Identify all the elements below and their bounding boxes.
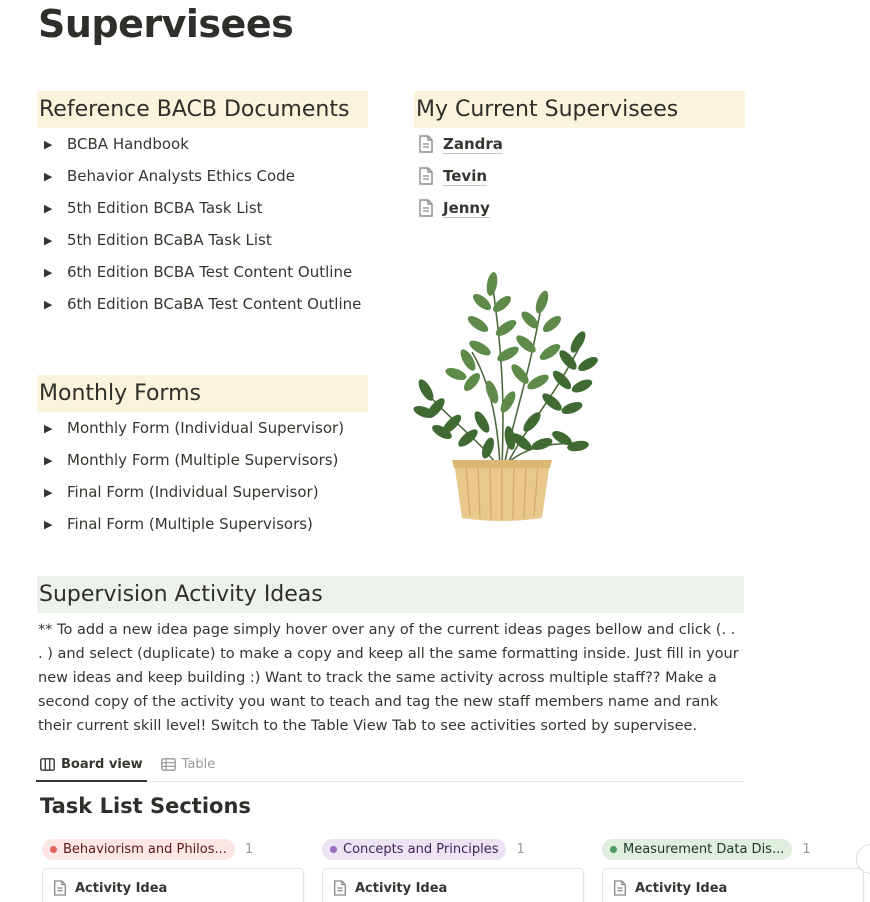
board-card[interactable]: [42, 868, 304, 902]
triangle-right-icon[interactable]: ▶: [44, 137, 53, 151]
tab-board-label: Board view: [61, 756, 143, 772]
tab-board-view[interactable]: [36, 748, 147, 782]
toggle-label: Behavior Analysts Ethics Code: [67, 167, 295, 185]
supervisee-name[interactable]: Jenny: [443, 198, 490, 217]
triangle-right-icon[interactable]: ▶: [44, 233, 53, 247]
supervisee-link-zandra[interactable]: [418, 128, 503, 160]
triangle-right-icon[interactable]: ▶: [44, 265, 53, 279]
card-title: Activity Idea: [635, 880, 728, 896]
toggle-5th-bcba-task-list[interactable]: [44, 192, 361, 224]
page-icon: [53, 880, 67, 896]
page-icon: [333, 880, 347, 896]
group-pill[interactable]: [42, 839, 235, 860]
supervisee-name[interactable]: Zandra: [443, 134, 503, 153]
triangle-right-icon[interactable]: ▶: [44, 517, 53, 531]
board-view-icon: [40, 758, 55, 771]
supervisees-list: [418, 128, 503, 224]
page-icon: [418, 167, 443, 185]
board-group: [322, 838, 584, 902]
page-icon: [418, 199, 443, 217]
toggle-label: Monthly Form (Individual Supervisor): [67, 419, 345, 437]
toggle-5th-bcaba-task-list[interactable]: [44, 224, 361, 256]
toggle-label: Final Form (Multiple Supervisors): [67, 515, 313, 533]
card-title: Activity Idea: [75, 880, 168, 896]
monthly-forms-heading: Monthly Forms: [37, 375, 368, 412]
group-label: Concepts and Principles: [343, 841, 499, 857]
triangle-right-icon[interactable]: ▶: [44, 297, 53, 311]
group-label: Measurement Data Dis...: [623, 841, 785, 857]
view-tabs: [36, 748, 744, 782]
group-count: 1: [516, 841, 525, 857]
plant-illustration: [412, 262, 602, 524]
group-pill[interactable]: [322, 839, 506, 860]
triangle-right-icon[interactable]: ▶: [44, 453, 53, 467]
board-title: Task List Sections: [40, 794, 251, 818]
board-group: [42, 838, 304, 902]
toggle-label: BCBA Handbook: [67, 135, 189, 153]
toggle-6th-bcaba-outline[interactable]: [44, 288, 361, 320]
monthly-forms-list: [44, 412, 344, 540]
toggle-label: Monthly Form (Multiple Supervisors): [67, 451, 339, 469]
toggle-bcba-handbook[interactable]: [44, 128, 361, 160]
card-title: Activity Idea: [355, 880, 448, 896]
group-pill[interactable]: [602, 839, 792, 860]
group-label: Behaviorism and Philos...: [63, 841, 227, 857]
triangle-right-icon[interactable]: ▶: [44, 201, 53, 215]
supervisee-name[interactable]: Tevin: [443, 166, 488, 185]
reference-list: [44, 128, 361, 320]
activity-ideas-heading: Supervision Activity Ideas: [37, 576, 744, 613]
toggle-label: Final Form (Individual Supervisor): [67, 483, 319, 501]
toggle-label: 6th Edition BCaBA Test Content Outline: [67, 295, 362, 313]
triangle-right-icon[interactable]: ▶: [44, 169, 53, 183]
toggle-6th-bcba-outline[interactable]: [44, 256, 361, 288]
reference-heading: Reference BACB Documents: [37, 91, 368, 128]
table-view-icon: [161, 758, 176, 771]
toggle-ethics-code[interactable]: [44, 160, 361, 192]
supervisees-heading: My Current Supervisees: [414, 91, 745, 128]
tab-table-label: Table: [181, 757, 216, 772]
group-count: 1: [244, 841, 254, 857]
tab-table-view[interactable]: [157, 748, 220, 781]
group-count: 1: [802, 841, 811, 857]
status-dot: [50, 846, 57, 853]
triangle-right-icon[interactable]: ▶: [44, 421, 53, 435]
supervisee-link-tevin[interactable]: [418, 160, 503, 192]
toggle-final-multiple[interactable]: [44, 508, 344, 540]
page-icon: [418, 135, 443, 153]
board-group: [602, 838, 864, 902]
toggle-label: 6th Edition BCBA Test Content Outline: [67, 263, 353, 281]
status-dot: [330, 846, 337, 853]
page-icon: [613, 880, 627, 896]
toggle-monthly-individual[interactable]: [44, 412, 344, 444]
toggle-label: 5th Edition BCaBA Task List: [67, 231, 272, 249]
page-title: Supervisees: [38, 2, 294, 46]
toggle-monthly-multiple[interactable]: [44, 444, 344, 476]
toggle-final-individual[interactable]: [44, 476, 344, 508]
board-card[interactable]: [322, 868, 584, 902]
board-card[interactable]: [602, 868, 864, 902]
status-dot: [610, 846, 617, 853]
toggle-label: 5th Edition BCBA Task List: [67, 199, 263, 217]
supervisee-link-jenny[interactable]: [418, 192, 503, 224]
triangle-right-icon[interactable]: ▶: [44, 485, 53, 499]
activity-ideas-description: ** To add a new idea page simply hover over any of the current ideas pages bellow and click (. . . ) and select (duplicate) to make a copy and keep all the same formatting inside. Just fill in your new ideas and keep building :) Want to track the same activity across multiple staff?? Make a second copy of the activity you want to teach and tag the new staff members name and rank their current skill level! Switch to the Table View Tab to see activities sorted by supervisee.: [38, 622, 739, 734]
